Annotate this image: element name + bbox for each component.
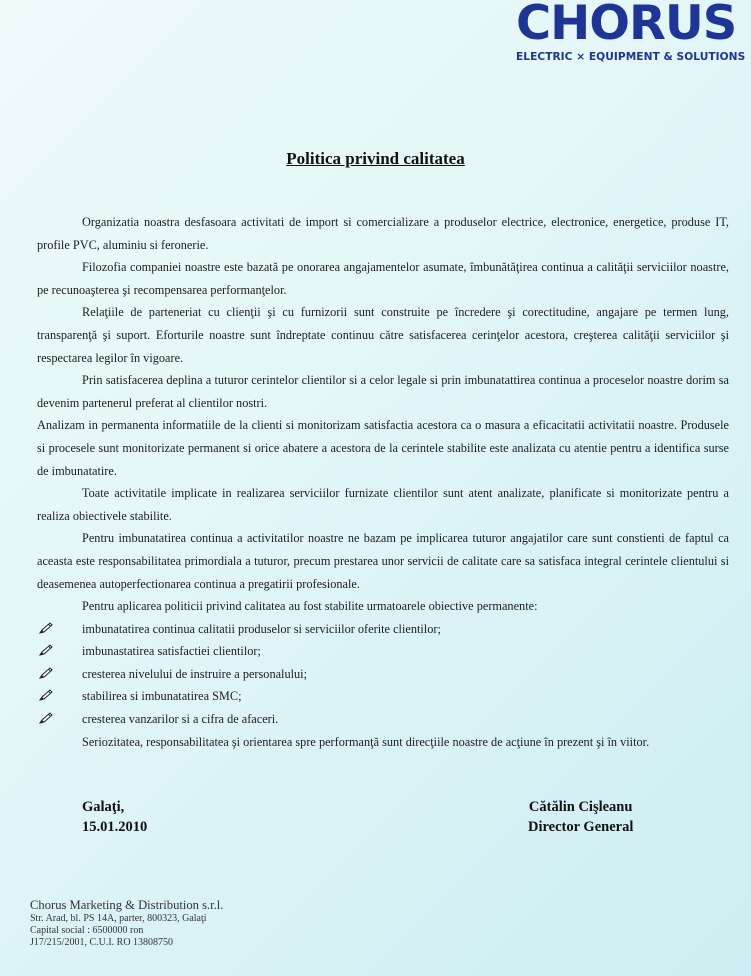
pencil-icon — [39, 644, 53, 656]
objectives-list — [37, 618, 729, 731]
company-footer — [30, 897, 223, 950]
pencil-icon — [39, 712, 53, 724]
signature-place: Galaţi, — [82, 799, 125, 815]
pencil-icon — [39, 689, 53, 701]
signature-date: 15.01.2010 — [82, 819, 148, 835]
list-item — [37, 708, 729, 731]
signature-place-date — [82, 797, 147, 837]
signatory-name: Cătălin Cişleanu — [528, 799, 633, 815]
paragraph: Toate activitatile implicate in realizarea serviciilor furnizate clientilor sunt atent analizate, planificate si monitorizate pentru a realiza obiectivele stabilite. — [37, 486, 729, 523]
paragraph: Filozofia companiei noastre este bazată pe onorarea angajamentelor asumate, îmbunătăţirea continua a calităţii serviciilor noastre, pe recunoaşterea şi recompensarea performanţelor. — [37, 260, 729, 297]
closing-paragraph: Seriozitatea, responsabilitatea şi orientarea spre performanţă sunt direcţiile noastre de acţiune în prezent şi în viitor. — [82, 734, 650, 749]
document-body — [37, 211, 729, 753]
list-item — [37, 663, 729, 686]
footer-registry: J17/215/2001, C.U.I. RO 13808750 — [30, 937, 174, 949]
company-logo — [516, 0, 746, 63]
logo-subtitle: ELECTRIC × EQUIPMENT & SOLUTIONS — [516, 51, 746, 63]
pencil-icon — [39, 667, 53, 679]
logo-title: CHORUS — [516, 0, 737, 51]
paragraph: Prin satisfacerea deplina a tuturor cerintelor clientilor si a celor legale si prin imbunatattirea continua a proceselor noastre dorim sa devenim partenerul preferat al clientilor nostri. — [37, 373, 729, 410]
list-item — [37, 640, 729, 663]
footer-capital: Capital social : 6500000 ron — [30, 925, 144, 937]
list-item — [37, 685, 729, 708]
document-title: Politica privind calitatea — [286, 149, 465, 168]
paragraph: Pentru aplicarea politicii privind calitatea au fost stabilite urmatoarele obiective permanente: — [82, 599, 538, 614]
signature-signatory — [528, 797, 633, 837]
signatory-role: Director General — [528, 819, 634, 835]
list-item-text: cresterea nivelului de instruire a personalului; — [82, 666, 308, 681]
list-item-text: stabilirea si imbunatatirea SMC; — [82, 689, 242, 704]
footer-company: Chorus Marketing & Distribution s.r.l. — [30, 898, 224, 912]
pencil-icon — [39, 622, 53, 634]
footer-address: Str. Arad, bl. PS 14A, parter, 800323, Galaţi — [30, 913, 207, 924]
list-item-text: imbunastatirea satisfactiei clientilor; — [82, 644, 261, 659]
list-item-text: cresterea vanzarilor si a cifra de afaceri. — [82, 712, 279, 727]
list-item — [37, 618, 729, 641]
paragraph: Analizam in permanenta informatiile de la clienti si monitorizam satisfactia acestora ca o masura a eficacitatii activitatii noastre. Produsele si procesele sunt monitorizate permanent si orice abatere a acestora de la cerintele stabilite este analizata cu atentie pentru a identifica surse de imbunatatire. — [37, 418, 729, 478]
list-item-text: imbunatatirea continua calitatii produselor si serviciilor oferite clientilor; — [82, 621, 441, 636]
paragraph: Relaţiile de parteneriat cu clienţii şi cu furnizorii sunt construite pe încredere şi corectitudine, angajare pe termen lung, transparenţă şi suport. Eforturile noastre sunt îndreptate continuu către satisfacerea cerinţelor acestora, creşterea calităţii serviciilor şi respectarea legilor în vigoare. — [37, 305, 729, 365]
paragraph: Organizatia noastra desfasoara activitati de import si comercializare a produselor electrice, electronice, energetice, produse IT, profile PVC, aluminiu si feronerie. — [37, 215, 729, 252]
paragraph: Pentru imbunatatirea continua a activitatilor noastre ne bazam pe implicarea tuturor angajatilor care sunt constienti de faptul ca aceasta este responsabilitatea primordiala a tuturor, precum prestarea unor servicii de calitate care sa satisfaca integral cerintele clientului si deasemenea autoperfectionarea continua a pregatirii profesionale. — [37, 531, 729, 591]
